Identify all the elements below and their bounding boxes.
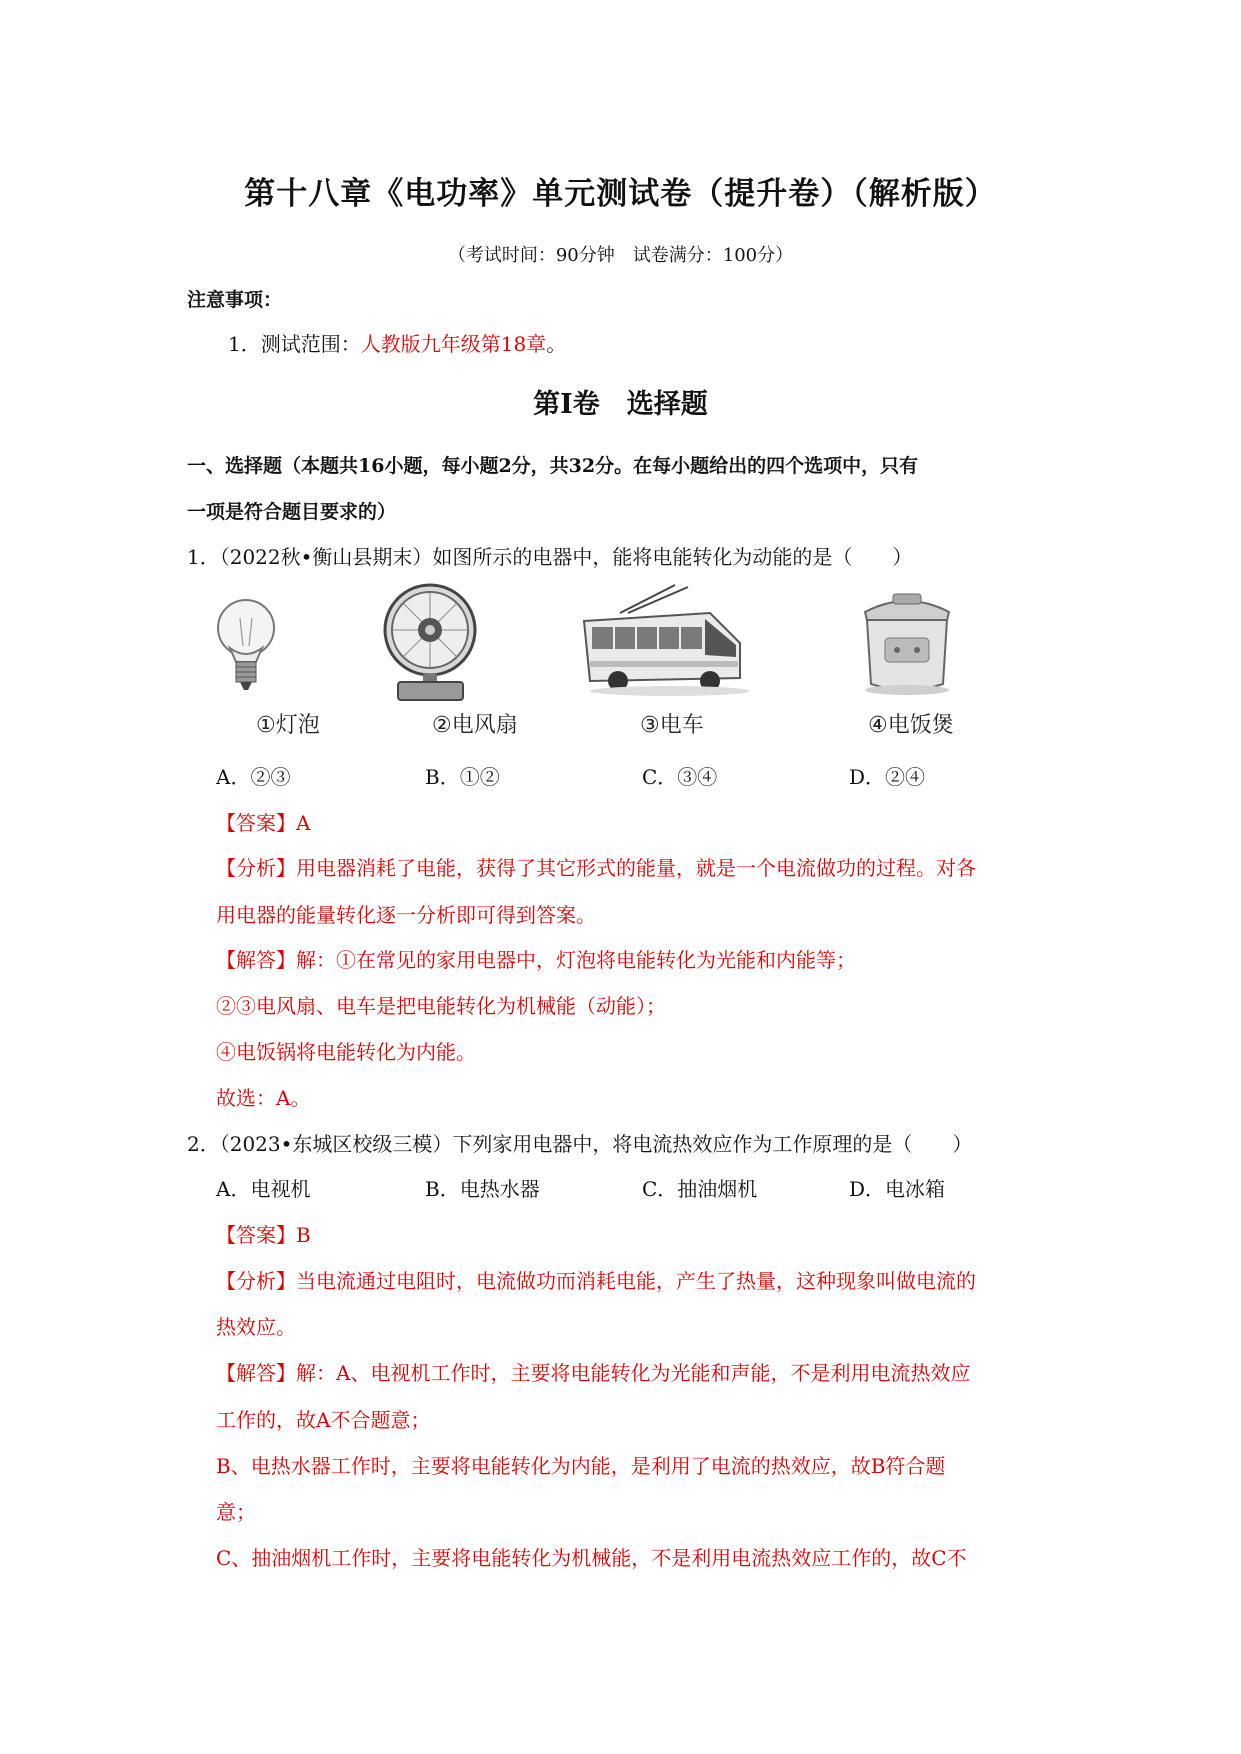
q1-analysis-line2: 用电器的能量转化逐一分析即可得到答案。 (216, 903, 596, 927)
q2-stem: 2．（2023•东城区校级三模）下列家用电器中，将电流热效应作为工作原理的是（ ） (187, 1132, 973, 1156)
q2-solution-line4: 意； (216, 1500, 256, 1524)
q1-option-a: A．②③ (216, 765, 291, 789)
rice-cooker-image (855, 586, 959, 698)
q1-analysis-line1: 【分析】用电器消耗了电能，获得了其它形式的能量，就是一个电流做功的过程。对各 (216, 856, 976, 880)
q2-option-a: A．电视机 (216, 1177, 311, 1201)
exam-info: （考试时间：90分钟 试卷满分：100分） (447, 245, 794, 266)
q2-solution-line2: 工作的，故A不合题意； (216, 1408, 431, 1432)
notice-item (228, 328, 566, 357)
notice-item-suffix: 。 (546, 332, 567, 356)
q1-option-b: B．①② (425, 765, 500, 789)
q1-answer: 【答案】A (216, 811, 311, 835)
q2-answer: 【答案】B (216, 1223, 311, 1247)
q1-solution-line3: ④电饭锅将电能转化为内能。 (216, 1040, 476, 1064)
q2-option-d: D．电冰箱 (849, 1177, 946, 1201)
trolleybus-image (580, 583, 752, 698)
q1-stem: 1．（2022秋•衡山县期末）如图所示的电器中，能将电能转化为动能的是（ ） (187, 545, 913, 569)
q1-option-c: C．③④ (642, 765, 718, 789)
q2-analysis-line1: 【分析】当电流通过电阻时，电流做功而消耗电能，产生了热量，这种现象叫做电流的 (216, 1269, 976, 1293)
part-heading-line1: 一、选择题（本题共16小题，每小题2分，共32分。在每小题给出的四个选项中，只有 (187, 455, 919, 477)
q2-analysis-line2: 热效应。 (216, 1315, 296, 1339)
q2-solution-line1: 【解答】解：A、电视机工作时，主要将电能转化为光能和声能，不是利用电流热效应 (216, 1361, 971, 1385)
section-title: 第Ⅰ卷 选择题 (533, 389, 708, 420)
notice-item-prefix: 1．测试范围： (228, 332, 361, 356)
electric-fan-image (383, 582, 478, 702)
light-bulb-image (210, 598, 282, 693)
caption-bulb: ①灯泡 (256, 713, 320, 738)
notice-heading: 注意事项： (187, 289, 283, 311)
q1-solution-line1: 【解答】解：①在常见的家用电器中，灯泡将电能转化为光能和内能等； (216, 948, 856, 972)
caption-rice-cooker: ④电饭煲 (868, 713, 954, 738)
q1-option-d: D．②④ (849, 765, 926, 789)
page-title: 第十八章《电功率》单元测试卷（提升卷）（解析版） (244, 176, 997, 212)
q1-solution-line2: ②③电风扇、电车是把电能转化为机械能（动能）； (216, 994, 666, 1018)
q2-option-c: C．抽油烟机 (642, 1177, 758, 1201)
caption-fan: ②电风扇 (432, 713, 518, 738)
notice-item-range: 人教版九年级第18章 (360, 332, 547, 356)
q2-solution-line5: C、抽油烟机工作时，主要将电能转化为机械能，不是利用电流热效应工作的，故C不 (216, 1546, 967, 1570)
q2-option-b: B．电热水器 (425, 1177, 540, 1201)
q2-solution-line3: B、电热水器工作时，主要将电能转化为内能，是利用了电流的热效应，故B符合题 (216, 1454, 946, 1478)
q1-solution-line4: 故选：A。 (216, 1086, 311, 1110)
caption-trolley: ③电车 (640, 713, 704, 738)
part-heading-line2: 一项是符合题目要求的） (187, 501, 397, 523)
